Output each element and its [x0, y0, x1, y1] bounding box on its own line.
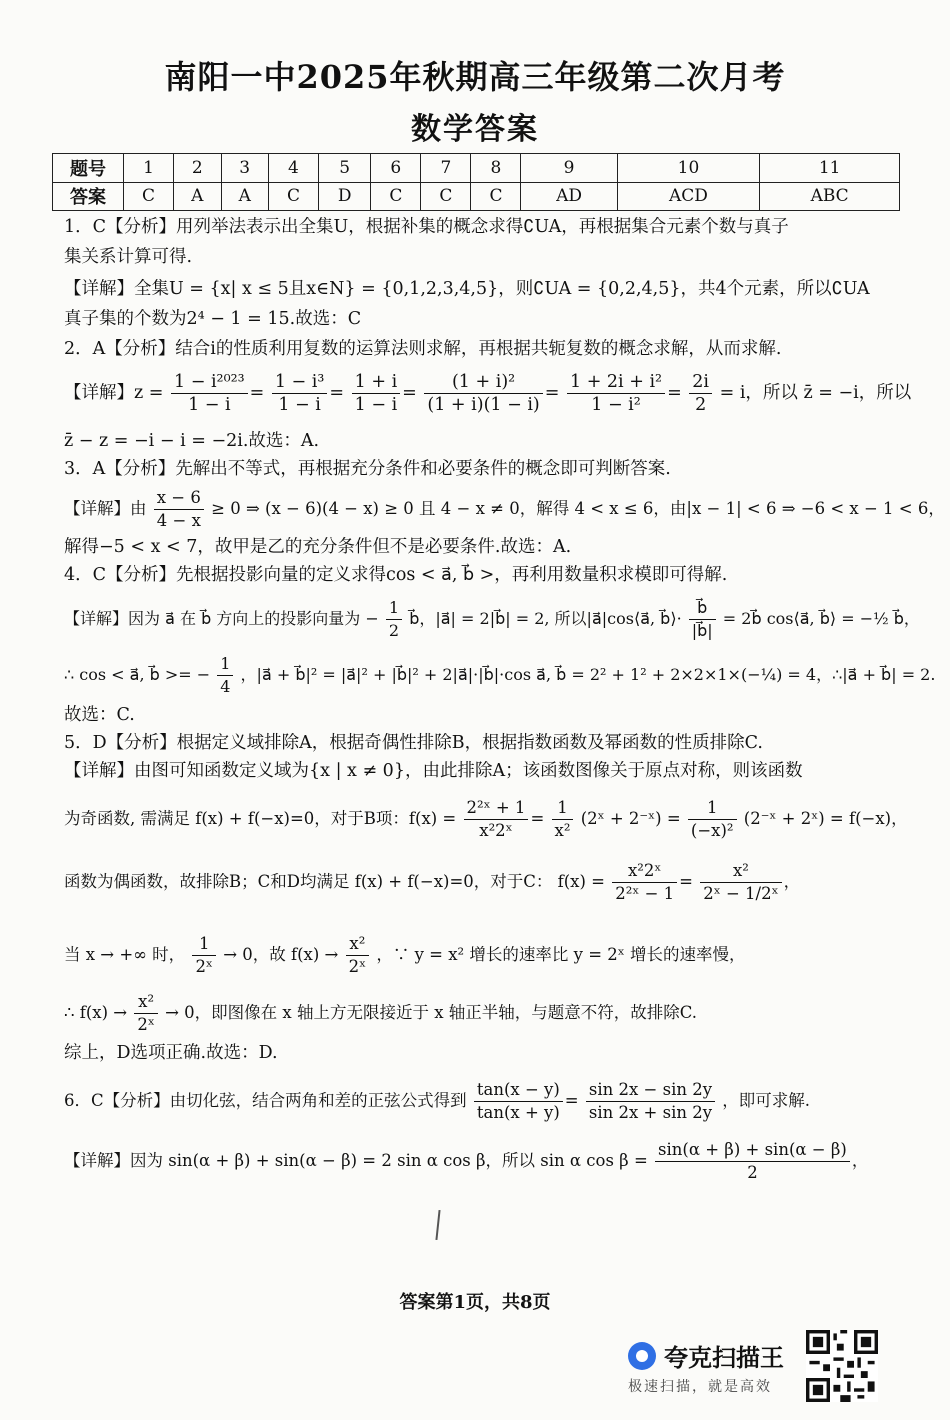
formula-text: ，∵ y = x² 增长的速率比 y = 2ˣ 增长的速率慢， — [376, 945, 746, 964]
numerator: b⃗ — [689, 597, 716, 620]
answer-cell: A — [221, 182, 268, 211]
formula-line-q5a: 为奇函数, 需满足 f(x) + f(−x)=0，对于B项：f(x) = $\frac{\text{2²ˣ + 1}}{\text{x²2ˣ}}$ = $\frac{1}{\text{x²}}$ (2ˣ + 2⁻ˣ) = $\frac{1}{\text{(−x)²}}$ (2⁻ˣ + 2ˣ) = f(−x)， — [64, 798, 908, 840]
answer-cell: C — [268, 182, 318, 211]
number-cell: 6 — [371, 154, 421, 183]
answer-cell: C — [421, 182, 471, 211]
number-cell: 2 — [174, 154, 221, 183]
denominator: 2ˣ — [348, 957, 367, 976]
denominator: 2ˣ − 1/2ˣ — [703, 884, 779, 903]
fraction — [689, 371, 712, 416]
page-footer: 答案第1页，共8页 — [399, 1292, 551, 1313]
numerator: x²2ˣ — [612, 860, 677, 883]
formula-line-q4a — [64, 594, 920, 644]
numerator: 1 — [688, 797, 737, 820]
fraction — [655, 1139, 850, 1184]
formula-line-q3 — [64, 484, 945, 534]
scanner-brand-name: 夸克扫描王 — [664, 1344, 784, 1372]
formula-line-q6a: 6．C【分析】由切化弦，结合两角和差的正弦公式得到 $\frac{\tan(x - y)}{\tan(x + y)}$ = $\frac{\sin 2x - \sin 2y}{\sin 2x + \sin 2y}$ ，即可求解. — [64, 1080, 811, 1122]
denominator: x² — [554, 821, 571, 840]
formula-line-q5c — [64, 930, 894, 980]
number-cell: 9 — [521, 154, 617, 183]
page-title: 南阳一中2025年秋期高三年级第二次月考 — [164, 58, 786, 96]
fraction — [700, 860, 781, 905]
denominator: (−x)² — [690, 821, 734, 840]
text-line: 3．A【分析】先解出不等式，再根据充分条件和必要条件的概念即可判断答案. — [64, 459, 671, 479]
fraction — [192, 933, 216, 978]
text-line: 2．A【分析】结合i的性质利用复数的运算法则求解，再根据共轭复数的概念求解，从而求解. — [64, 339, 782, 359]
number-cell: 11 — [760, 154, 900, 183]
formula-line-q2: 【详解】z = $\frac{\text{1 − i²⁰²³}}{1 - i}$ = $\frac{\text{1 − i³}}{1 - i}$ = $\frac{1 + i}{1 - i}$ = $\frac{\text{(1 + i)²}}{(1 + i)(1 - i)}$ = $\frac{\text{1 + 2i + i²}}{\text{1 − i²}}$ = $\frac{2i}{2}$ = i，所以 z̄ = −i，所以 — [64, 372, 912, 415]
formula-text: b⃗，|a⃗| = 2|b⃗| = 2, 所以|a⃗|cos⟨a⃗, b⃗⟩· — [409, 609, 682, 628]
number-cell: 7 — [421, 154, 471, 183]
formula-line-q6b: 【详解】因为 sin(α + β) + sin(α − β) = 2 sin α cos β，所以 sin α cos β = $\frac{\sin(\alpha + \beta) + \sin(\alpha - \beta)}{2}$ ， — [64, 1140, 869, 1182]
number-cell: 1 — [124, 154, 174, 183]
fraction — [154, 487, 204, 532]
fraction — [567, 371, 665, 416]
formula-text: (2ˣ + 2⁻ˣ) = — [580, 809, 681, 828]
formula-text: 【详解】由 — [64, 499, 147, 518]
formula-line-q5b: 函数为偶函数，故排除B；C和D均满足 f(x) + f(−x)=0，对于C： f(x) = $\frac{\text{x²2ˣ}}{\text{2²ˣ − 1}}$ = $\frac{\text{x²}}{\text{2ˣ − 1/2ˣ}}$ ， — [64, 861, 801, 903]
answer-cell: A — [174, 182, 221, 211]
numerator: x² — [134, 991, 158, 1014]
fraction — [346, 933, 370, 978]
scanner-logo-icon — [628, 1342, 656, 1370]
table-row-answers — [53, 182, 900, 211]
formula-text: → 0，故 f(x) → — [223, 945, 339, 964]
numerator: 1 — [192, 933, 216, 956]
fraction — [272, 371, 328, 416]
denominator: 1 − i — [354, 395, 398, 415]
fraction — [474, 1079, 563, 1124]
denominator: 2 — [747, 1163, 758, 1182]
answer-cell: C — [471, 182, 521, 211]
text-line: 综上，D选项正确.故选：D. — [64, 1043, 278, 1063]
fraction — [424, 371, 542, 416]
fraction — [552, 797, 574, 842]
fraction — [134, 991, 158, 1036]
answer-table — [52, 153, 900, 211]
numerator: (1 + i)² — [424, 371, 542, 394]
answer-cell: C — [124, 182, 174, 211]
scanner-watermark — [628, 1338, 798, 1398]
denominator: 2 — [695, 395, 707, 415]
answer-cell: D — [319, 182, 371, 211]
table-row-numbers — [53, 154, 900, 183]
numerator: 2i — [689, 371, 712, 394]
text-line: 真子集的个数为2⁴ − 1 = 15.故选：C — [64, 309, 362, 329]
text-line: 故选：C. — [64, 705, 135, 725]
row-label-answers: 答案 — [53, 182, 124, 211]
fraction — [464, 797, 529, 842]
denominator: (1 + i)(1 − i) — [427, 395, 540, 415]
formula-text: → 0，即图像在 x 轴上方无限接近于 x 轴正半轴，与题意不符，故排除C. — [165, 1003, 698, 1022]
number-cell: 3 — [221, 154, 268, 183]
fraction — [689, 597, 716, 642]
numerator: 1 — [552, 797, 574, 820]
numerator: 2²ˣ + 1 — [464, 797, 529, 820]
text-line: 5．D【分析】根据定义域排除A，根据奇偶性排除B，根据指数函数及幂函数的性质排除C. — [64, 733, 763, 753]
numerator: sin 2x − sin 2y — [586, 1079, 715, 1102]
numerator: tan(x − y) — [474, 1079, 563, 1102]
fraction — [217, 653, 233, 698]
denominator: 4 − x — [156, 511, 201, 530]
scanner-slogan: 极速扫描，就是高效 — [628, 1379, 772, 1395]
numerator: sin(α + β) + sin(α − β) — [655, 1139, 850, 1162]
text-line: 1．C【分析】用列举法表示出全集U，根据补集的概念求得∁UA，再根据集合元素个数与真子 — [64, 217, 789, 237]
answer-cell: ABC — [760, 182, 900, 211]
fraction — [612, 860, 677, 905]
numerator: 1 + 2i + i² — [567, 371, 665, 394]
text-line: 4．C【分析】先根据投影向量的定义求得cos < a⃗, b⃗ >，再利用数量积求模即可得解. — [64, 565, 728, 585]
denominator: 4 — [220, 677, 231, 696]
denominator: 1 − i² — [591, 395, 641, 415]
qr-code-icon — [806, 1330, 878, 1402]
numerator: 1 + i — [352, 371, 401, 394]
pen-mark — [435, 1210, 440, 1240]
formula-text: 函数为偶函数，故排除B；C和D均满足 f(x) + f(−x)=0，对于C： — [64, 872, 553, 891]
formula-text: ∴ cos < a⃗, b⃗ >= − — [64, 665, 211, 684]
number-cell: 10 — [617, 154, 760, 183]
formula-text: 当 x → +∞ 时， — [64, 945, 186, 964]
numerator: x² — [700, 860, 781, 883]
formula-text: f(x) = — [557, 872, 605, 891]
formula-text: ∴ f(x) → — [64, 1003, 128, 1022]
formula-text: 【详解】因为 a⃗ 在 b⃗ 方向上的投影向量为 − — [64, 609, 379, 628]
text-line: 【详解】由图可知函数定义域为{x | x ≠ 0}，由此排除A；该函数图像关于原点对称，则该函数 — [64, 761, 803, 781]
text-line: z̄ − z = −i − i = −2i.故选：A. — [64, 431, 320, 451]
text-line: 集关系计算可得. — [64, 247, 193, 267]
denominator: 2²ˣ − 1 — [615, 884, 675, 903]
formula-text: = i，所以 z̄ = −i，所以 — [719, 383, 912, 403]
formula-text: ，|a⃗ + b⃗|² = |a⃗|² + |b⃗|² + 2|a⃗|·|b⃗|·cos a⃗, b⃗ = 2² + 1² + 2×2×1×(−¼) = 4，∴|a⃗ + b⃗| = 2. — [240, 665, 936, 684]
fraction — [386, 597, 402, 642]
number-cell: 5 — [319, 154, 371, 183]
numerator: x² — [346, 933, 370, 956]
denominator: 2ˣ — [137, 1015, 155, 1034]
formula-text: (2⁻ˣ + 2ˣ) = f(−x)， — [743, 809, 908, 828]
numerator: x − 6 — [154, 487, 204, 510]
number-cell: 8 — [471, 154, 521, 183]
formula-text: 【详解】z = — [64, 383, 164, 403]
denominator: 1 − i — [278, 395, 321, 415]
text-line: 解得−5 < x < 7，故甲是乙的充分条件但不是必要条件.故选：A. — [64, 537, 572, 557]
page-subtitle: 数学答案 — [411, 112, 539, 147]
fraction — [688, 797, 737, 842]
formula-text: = 2b⃗ cos⟨a⃗, b⃗⟩ = −½ b⃗， — [722, 609, 920, 628]
formula-text: 【详解】因为 sin(α + β) + sin(α − β) = 2 sin α cos β，所以 sin α cos β = — [64, 1151, 648, 1170]
formula-text: 6．C【分析】由切化弦，结合两角和差的正弦公式得到 — [64, 1091, 467, 1110]
denominator: 1 − i — [188, 395, 231, 415]
fraction — [352, 371, 401, 416]
numerator: 1 − i³ — [272, 371, 328, 394]
numerator: 1 — [217, 653, 233, 676]
denominator: 2 — [388, 621, 400, 640]
denominator: |b⃗| — [691, 621, 713, 640]
denominator: x²2ˣ — [479, 821, 513, 840]
formula-text: 为奇函数, 需满足 f(x) + f(−x)=0，对于B项：f(x) = — [64, 809, 457, 828]
formula-line-q5d — [64, 988, 894, 1038]
denominator: sin 2x + sin 2y — [588, 1103, 713, 1122]
formula-text: ≥ 0 ⇒ (x − 6)(4 − x) ≥ 0 且 4 − x ≠ 0，解得 4 < x ≤ 6，由|x − 1| < 6 ⇒ −6 < x − 1 < 6， — [211, 499, 945, 518]
numerator: 1 − i²⁰²³ — [171, 371, 248, 394]
text-line: 【详解】全集U = {x| x ≤ 5且x∈N} = {0,1,2,3,4,5}，则∁UA = {0,2,4,5}，共4个元素，所以∁UA — [64, 279, 870, 299]
answer-cell: C — [371, 182, 421, 211]
formula-text: ，即可求解. — [722, 1091, 811, 1110]
answer-cell: ACD — [617, 182, 760, 211]
denominator: 2ˣ — [195, 957, 213, 976]
denominator: tan(x + y) — [476, 1103, 560, 1122]
answer-cell: AD — [521, 182, 617, 211]
formula-line-q4b — [64, 650, 936, 700]
numerator: 1 — [386, 597, 402, 620]
fraction — [171, 371, 248, 416]
row-label-numbers: 题号 — [53, 154, 124, 183]
number-cell: 4 — [268, 154, 318, 183]
fraction — [586, 1079, 715, 1124]
